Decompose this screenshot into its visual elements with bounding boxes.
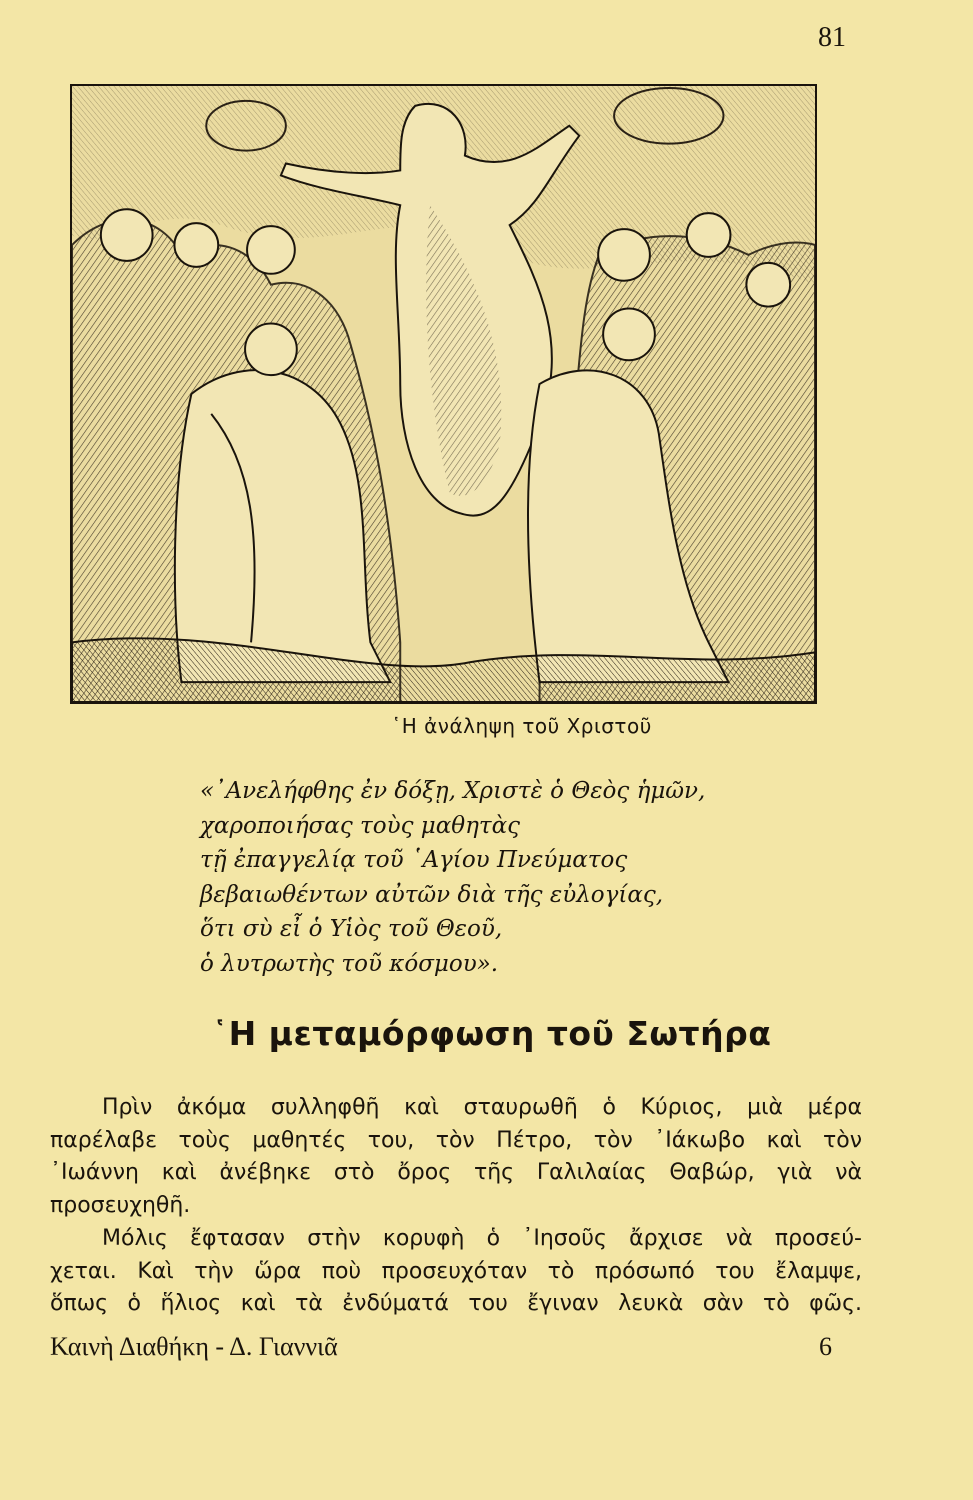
hymn-line: «᾿Ανελήφθης ἐν δόξῃ, Χριστὲ ὁ Θεὸς ἡμῶν, xyxy=(200,778,706,804)
body-line: ὅπως ὁ ἥλιος καὶ τὰ ἐνδύματά του ἔγιναν λευκὰ σὰν τὸ φῶς. xyxy=(50,1291,862,1317)
body-line: προσευχηθῆ. xyxy=(50,1193,191,1219)
page-number: 81 xyxy=(818,22,846,53)
hymn-line: βεβαιωθέντων αὐτῶν διὰ τῆς εὐλογίας, xyxy=(200,881,664,908)
body-line: Μόλις ἔφτασαν στὴν κορυφὴ ὁ ᾿Ιησοῦς ἄρχισε νὰ προσεύ- xyxy=(102,1225,862,1251)
illustration-caption: ῾Η ἀνάληψη τοῦ Χριστοῦ xyxy=(391,714,652,738)
body-line: χεται. Καὶ τὴν ὥρα ποὺ προσευχόταν τὸ πρόσωπό του ἔλαμψε, xyxy=(50,1258,862,1284)
hymn-verse xyxy=(200,774,820,982)
hymn-line: τῇ ἐπαγγελίᾳ τοῦ ῾Αγίου Πνεύματος xyxy=(200,847,628,874)
engraving-image xyxy=(72,86,815,702)
hymn-line: ὁ λυτρωτὴς τοῦ κόσμου». xyxy=(200,950,499,977)
body-line: ᾿Ιωάννη καὶ ἀνέβηκε στὸ ὄρος τῆς Γαλιλαίας Θαβώρ, γιὰ νὰ xyxy=(50,1160,862,1186)
body-line: παρέλαβε τοὺς μαθητές του, τὸν Πέτρο, τὸν ᾿Ιάκωβο καὶ τὸν xyxy=(50,1127,862,1153)
body-paragraphs xyxy=(50,1092,862,1321)
page-footer xyxy=(50,1332,832,1362)
section-title: ῾Η μεταμόρφωση τοῦ Σωτήρα xyxy=(211,1014,772,1053)
footer-book-title: Καινὴ Διαθήκη - Δ. Γιαννιᾶ xyxy=(50,1332,338,1361)
hymn-line: ὅτι σὺ εἶ ὁ Υἱὸς τοῦ Θεοῦ, xyxy=(200,916,503,943)
ascension-engraving xyxy=(70,84,817,704)
body-line: Πρὶν ἀκόμα συλληφθῆ καὶ σταυρωθῆ ὁ Κύριος, μιὰ μέρα xyxy=(102,1095,862,1120)
footer-signature-number: 6 xyxy=(819,1332,832,1361)
hymn-line: χαροποιήσας τοὺς μαθητὰς xyxy=(200,812,521,839)
